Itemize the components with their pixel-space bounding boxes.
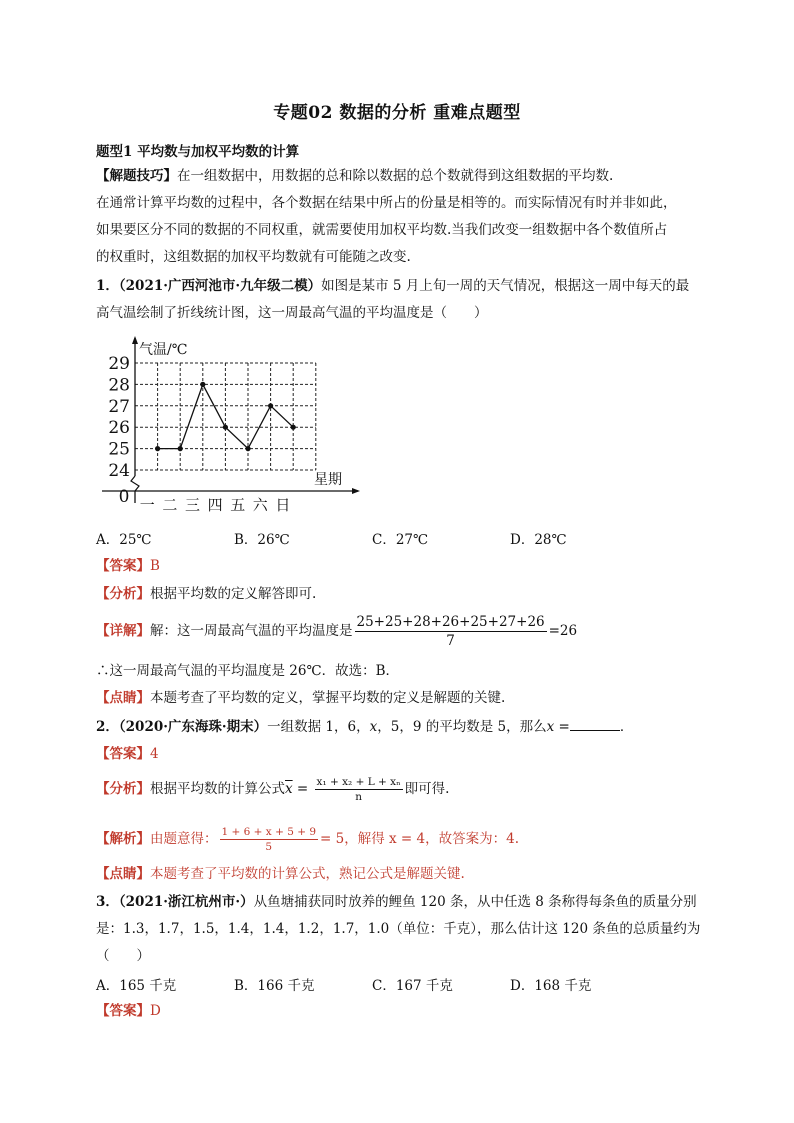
q1-source: （2021·广西河池市·九年级二模） — [118, 278, 322, 294]
q2-analysis-post: 即可得. — [404, 781, 450, 797]
x-axis-title: 星期 — [314, 472, 342, 488]
x-tick-label: 二 — [162, 496, 178, 514]
x-tick-label: 五 — [230, 496, 246, 514]
q1-line-2: 高气温绘制了折线统计图，这一周最高气温的平均温度是（ ） — [96, 305, 488, 321]
q1-text-1: 如图是某市 5 月上旬一周的天气情况，根据这一周中每天的最 — [321, 278, 690, 294]
page-title: 专题02 数据的分析 重难点题型 — [273, 103, 521, 123]
q2-comment-text: 本题考查了平均数的计算公式，熟记公式是解题关键. — [150, 866, 465, 882]
q1-comment — [96, 688, 716, 708]
q1-detail-numerator: 25+25+28+26+25+27+26 — [356, 614, 545, 630]
tips-line-2: 在通常计算平均数的过程中，各个数据在结果中所占的份量是相等的。而实际情况有时并非如此， — [96, 195, 677, 211]
q2-analysis-pre: 根据平均数的计算公式 — [150, 781, 285, 797]
q3-answer-tag: 【答案】 — [96, 1003, 150, 1019]
q3-option-a: A．165 千克 — [96, 978, 177, 994]
y-tick-label: 24 — [108, 461, 130, 481]
data-point — [291, 425, 296, 430]
q2-text-eq: = — [554, 719, 570, 735]
x-tick-label: 四 — [207, 496, 223, 514]
q2-var-x: x — [369, 719, 378, 735]
q1-answer-tag: 【答案】 — [96, 558, 150, 574]
q2-source: （2020·广东海珠·期末） — [118, 719, 268, 735]
data-point — [155, 446, 160, 451]
y-tick-label: 29 — [108, 354, 130, 374]
q1-detail — [96, 612, 716, 650]
q1-detail-post: =26 — [548, 623, 578, 639]
q2-formula-denominator: n — [355, 791, 362, 803]
q1-answer — [96, 556, 716, 576]
q2-comment — [96, 864, 716, 884]
q3-option-c: C．167 千克 — [372, 978, 453, 994]
q3-source: （2021·浙江杭州市·） — [118, 894, 254, 910]
q1-conclusion: ∴这一周最高气温的平均温度是 26℃．故选：B． — [96, 663, 399, 679]
q2-text-mid: ，5，9 的平均数是 5，那么 — [377, 719, 547, 735]
q2-formula-mean: $\overline{x}$ — [285, 781, 293, 797]
q1-number: 1． — [96, 278, 119, 294]
data-point — [268, 403, 273, 408]
y-tick-label: 27 — [108, 396, 130, 417]
x-tick-label: 一 — [139, 496, 155, 514]
q3-text-1: 从鱼塘捕获同时放养的鲤鱼 120 条，从中任选 8 条称得每条鱼的质量分别 — [253, 894, 697, 910]
q1-comment-text: 本题考查了平均数的定义，掌握平均数的定义是解题的关键. — [150, 690, 506, 706]
data-point — [223, 425, 228, 430]
q1-detail-denominator: 7 — [446, 633, 455, 649]
q3-answer — [96, 1001, 716, 1021]
q1-analysis — [96, 584, 716, 604]
q2-line — [96, 716, 716, 737]
q2-formula-numerator: x₁ + x₂ + L + xₙ — [316, 776, 401, 788]
q3-option-d: D．168 千克 — [510, 978, 592, 994]
q2-var-x-2: x — [546, 719, 555, 735]
q1-option-c: C．27℃ — [372, 532, 429, 548]
tips-tag: 【解题技巧】 — [96, 168, 177, 184]
x-axis-arrow — [352, 488, 360, 494]
x-tick-label: 三 — [184, 496, 201, 514]
q2-text-end: ． — [619, 719, 634, 735]
tips-line-4: 的权重时，这组数据的加权平均数就有可能随之改变. — [96, 249, 411, 265]
temperature-line-chart — [96, 334, 366, 519]
q2-solve-numerator: 1 + 6 + x + 5 + 9 — [221, 826, 317, 838]
x-tick-label: 六 — [252, 496, 268, 514]
q1-option-a: A．25℃ — [96, 532, 152, 548]
q3-line-3: （ ） — [96, 948, 150, 964]
q3-answer-value: D — [150, 1003, 161, 1019]
q2-answer-tag: 【答案】 — [96, 746, 150, 762]
data-point — [245, 446, 250, 451]
q2-answer — [96, 744, 716, 764]
q3-line-1 — [96, 892, 716, 912]
q1-answer-value: B — [150, 558, 160, 574]
q2-analysis — [96, 771, 716, 807]
data-point — [178, 446, 183, 451]
q2-text-pre: 一组数据 1，6， — [267, 719, 370, 735]
q1-line-1 — [96, 276, 716, 296]
q1-analysis-text: 根据平均数的定义解答即可. — [150, 586, 317, 602]
q2-solve-pre: 由题意得： — [150, 831, 218, 847]
q1-option-b: B．26℃ — [234, 532, 290, 548]
origin-label: 0 — [118, 487, 130, 507]
y-tick-label: 25 — [108, 439, 130, 460]
q2-answer-blank — [570, 716, 620, 731]
q1-detail-pre: 解：这一周最高气温的平均温度是 — [150, 623, 353, 639]
tips-line-3: 如果要区分不同的数据的不同权重，就需要使用加权平均数.当我们改变一组数据中各个数值所占 — [96, 222, 668, 238]
tips-text-1: 在一组数据中，用数据的总和除以数据的总个数就得到这组数据的平均数. — [177, 168, 614, 184]
q2-solution — [96, 821, 716, 857]
q2-solve-denominator: 5 — [265, 841, 273, 853]
q1-detail-tag: 【详解】 — [96, 623, 150, 639]
q1-analysis-tag: 【分析】 — [96, 586, 150, 602]
section-heading: 题型1 平均数与加权平均数的计算 — [96, 144, 300, 160]
y-tick-label: 26 — [108, 418, 130, 439]
tips-line-1 — [96, 166, 716, 186]
y-tick-label: 28 — [108, 375, 130, 396]
q2-formula-fraction — [315, 775, 403, 804]
q2-answer-value: 4 — [150, 746, 159, 762]
q2-solve-post: = 5，解得 x = 4，故答案为：4. — [320, 831, 520, 847]
y-axis-title: 气温/℃ — [139, 342, 188, 358]
q1-comment-tag: 【点睛】 — [96, 690, 150, 706]
q2-analysis-tag: 【分析】 — [96, 781, 150, 797]
q3-line-2: 是：1.3，1.7，1.5，1.4，1.4，1.2，1.7，1.0（单位：千克），那么估计这 120 条鱼的总质量约为 — [96, 921, 701, 937]
q2-number: 2． — [96, 719, 119, 735]
q3-option-b: B．166 千克 — [234, 978, 315, 994]
q2-formula-eq: = — [292, 781, 313, 797]
y-axis-arrow — [132, 336, 138, 344]
q2-comment-tag: 【点睛】 — [96, 866, 150, 882]
axis-break — [131, 476, 139, 491]
q2-solve-fraction — [220, 825, 319, 854]
x-tick-label: 日 — [275, 496, 291, 514]
q2-solve-tag: 【解析】 — [96, 831, 150, 847]
data-point — [200, 382, 205, 387]
q3-number: 3． — [96, 894, 119, 910]
q1-detail-fraction — [355, 613, 547, 650]
q1-option-d: D．28℃ — [510, 532, 567, 548]
